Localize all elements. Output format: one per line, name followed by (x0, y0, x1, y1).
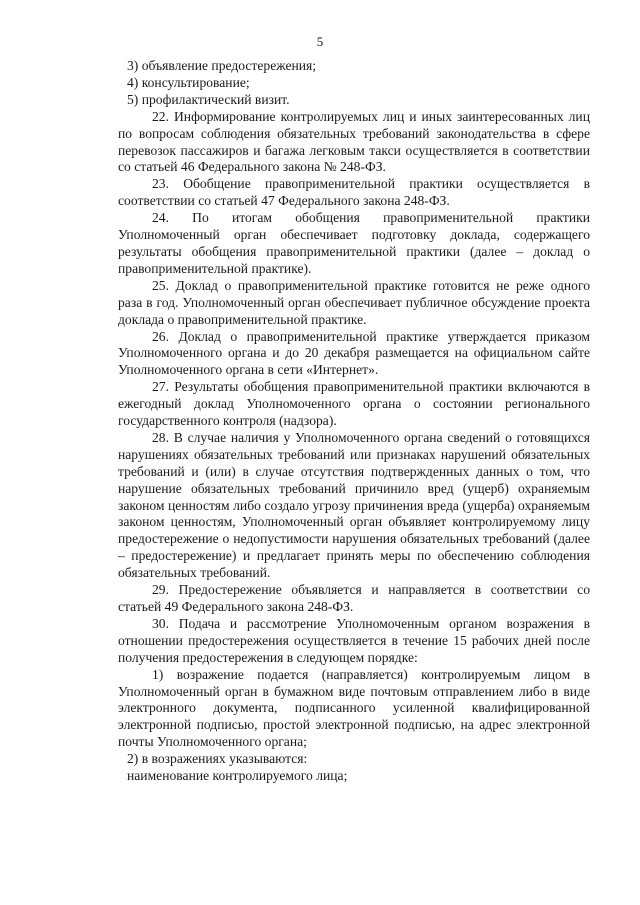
document-body (118, 58, 590, 785)
list-item-visit: 5) профилактический визит. (127, 91, 290, 107)
list-item-consulting: 4) консультирование; (127, 74, 250, 90)
page-number: 5 (316, 34, 324, 49)
paragraph-25: 25. Доклад о правоприменительной практике готовится не реже одного раза в год. Уполномоченный орган обеспечивает публичное обсуждение проекта доклада о правоприменительной практике. (118, 277, 590, 327)
paragraph-24: 24. По итогам обобщения правоприменительной практики Уполномоченный орган обеспечивает подготовку доклада, содержащего результаты обобщения правоприменительной практики (далее – доклад о правоприменительной практике). (118, 210, 590, 276)
list-item-warning: 3) объявление предостережения; (127, 58, 317, 73)
paragraph-23: 23. Обобщение правоприменительной практики осуществляется в соответствии со статьей 47 Федерального закона 248-ФЗ. (118, 176, 590, 209)
paragraph-30: 30. Подача и рассмотрение Уполномоченным органом возражения в отношении предостережения осуществляется в течение 15 рабочих дней после получения предостережения в следующем порядке: (118, 615, 590, 665)
paragraph-22: 22. Информирование контролируемых лиц и иных заинтересованных лиц по вопросам соблюдения обязательных требований законодательства в сфере перевозок пассажиров и багажа легковым такси осуществляется в соответствии со статьей 46 Федерального закона № 248-ФЗ. (118, 108, 590, 175)
paragraph-29: 29. Предостережение объявляется и направляется в соответствии со статьей 49 Федерального закона 248-ФЗ. (118, 582, 590, 614)
paragraph-26: 26. Доклад о правоприменительной практике утверждается приказом Уполномоченного органа и до 20 декабря размещается на официальном сайте Уполномоченного органа в сети «Интернет». (118, 328, 590, 378)
paragraph-30-item-2-line: наименование контролируемого лица; (127, 768, 348, 784)
paragraph-28: 28. В случае наличия у Уполномоченного органа сведений о готовящихся нарушениях обязательных требований или признаках нарушений обязательных требований и (или) в случае отсутствия подтвержденных данных о том, что нарушение обязательных требований причинило вред (ущерб) охраняемым законом ценностям либо создало угрозу причинения вреда (ущерба) охраняемым законом ценностям, Уполномоченный орган объявляет контролируемому лицу предостережение о недопустимости нарушения обязательных требований (далее – предостережение) и предлагает принять меры по обеспечению соблюдения обязательных требований. (118, 429, 590, 581)
paragraph-30-item-1: 1) возражение подается (направляется) контролируемым лицом в Уполномоченный орган в бумажном виде почтовым отправлением либо в виде электронного документа, подписанного усиленной квалифицированной электронной подписью, простой электронной подписью, на адрес электронной почты Уполномоченного органа; (118, 666, 590, 750)
paragraph-27: 27. Результаты обобщения правоприменительной практики включаются в ежегодный доклад Уполномоченного органа о состоянии регионального государственного контроля (надзора). (118, 379, 590, 429)
paragraph-30-item-2: 2) в возражениях указываются: (127, 751, 308, 767)
